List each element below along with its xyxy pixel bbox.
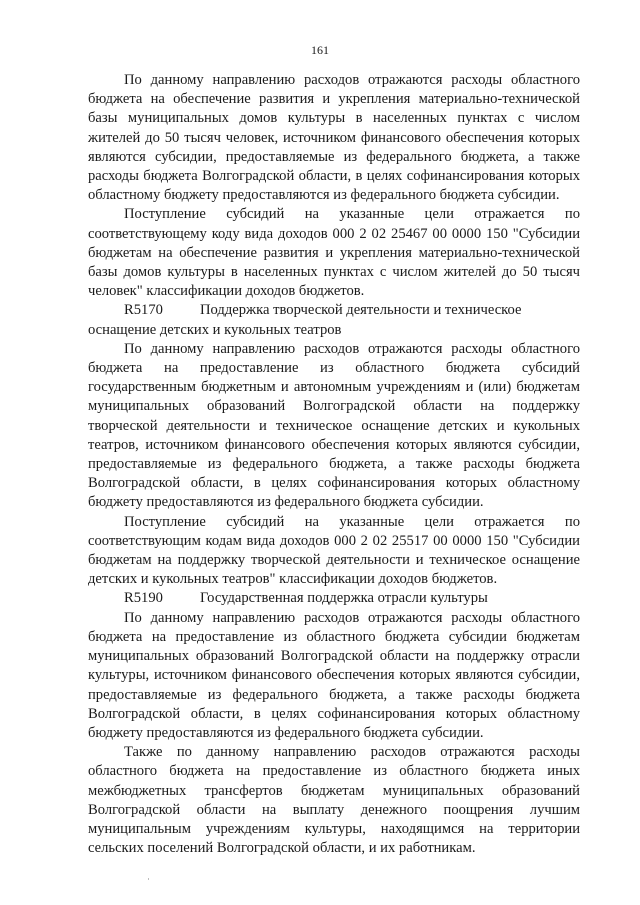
page-number: 161 bbox=[311, 43, 329, 57]
budget-code-r5190: R5190 bbox=[124, 590, 163, 607]
section-heading-r5170 bbox=[88, 301, 580, 339]
paragraph-r5190-description: По данному направлению расходов отражаются расходы областного бюджета на предоставление из областного бюджета субсидии бюджетам муниципальных образований Волгоградской области на поддержку отрасли культуры, источником финансового обеспечения которых являются субсидии, предоставляемые из федерального бюджета, а также расходы бюджета Волгоградской области, в целях софинансирования которых областному бюджету предоставляются из федерального бюджета субсидии. bbox=[88, 609, 580, 741]
paragraph-r5190-additional: Также по данному направлению расходов отражаются расходы областного бюджета на предоставление из областного бюджета иных межбюджетных трансфертов бюджетам муниципальных образований Волгоградской области на выплату денежного поощрения лучшим муниципальным учреждениям культуры, находящимся на территории сельских поселений Волгоградской области, и их работникам. bbox=[88, 744, 580, 857]
section-title-r5170-continuation: оснащение детских и кукольных театров bbox=[88, 321, 342, 338]
scan-artifact-mark bbox=[148, 878, 149, 880]
section-heading-r5190 bbox=[88, 589, 580, 608]
paragraph-r4670-description: По данному направлению расходов отражаются расходы областного бюджета на обеспечение развития и укрепления материально-технической базы муниципальных домов культуры в населенных пунктах с числом жителей до 50 тысяч человек, источником финансового обеспечения которых являются субсидии, предоставляемые из федерального бюджета, а также расходы бюджета Волгоградской области, в целях софинансирования которых областному бюджету предоставляются из федерального бюджета субсидии. bbox=[88, 72, 580, 204]
document-body bbox=[88, 71, 580, 858]
section-title-r5190: Государственная поддержка отрасли культуры bbox=[200, 590, 488, 607]
paragraph-r5170-description: По данному направлению расходов отражаются расходы областного бюджета на предоставление из областного бюджета субсидий государственным бюджетным и автономным учреждениям и (или) бюджетам муниципальных образований Волгоградской области на поддержку творческой деятельности и техническое оснащение детских и кукольных театров, источником финансового обеспечения которых являются субсидии, предоставляемые из федерального бюджета, а также расходы бюджета Волгоградской области, в целях софинансирования которых областному бюджету предоставляются из федерального бюджета субсидии. bbox=[88, 340, 580, 511]
paragraph-r4670-revenue: Поступление субсидий на указанные цели отражается по соответствующему коду вида доходов 000 2 02 25467 00 0000 150 "Субсидии бюджетам на обеспечение развития и укрепления материально-технической базы домов культуры в населенных пунктах с числом жителей до 50 тысяч человек" классификации доходов бюджетов. bbox=[88, 206, 580, 300]
budget-code-r5170: R5170 bbox=[124, 302, 163, 319]
paragraph-r5170-revenue: Поступление субсидий на указанные цели отражается по соответствующим кодам вида доходов 000 2 02 25517 00 0000 150 "Субсидии бюджетам на поддержку творческой деятельности и техническое оснащение детских и кукольных театров" классификации доходов бюджетов. bbox=[88, 513, 580, 588]
section-title-r5170: Поддержка творческой деятельности и техническое bbox=[200, 302, 522, 319]
